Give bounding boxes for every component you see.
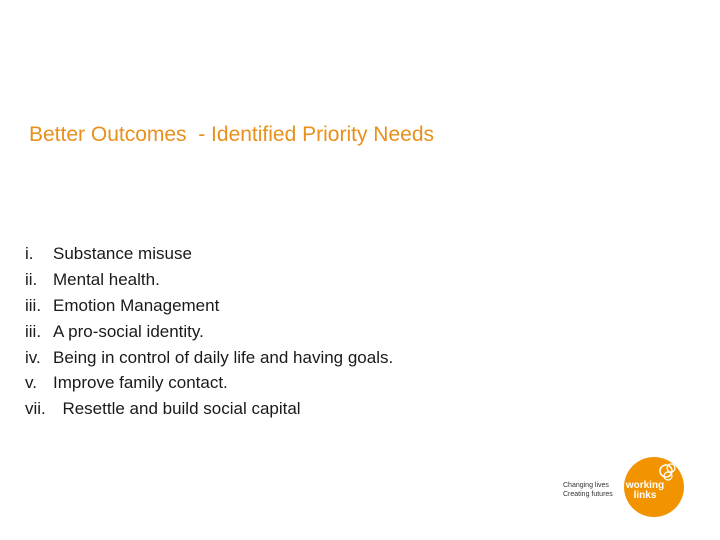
tagline-line-2: Creating futures — [563, 491, 613, 498]
list-marker: iii. — [25, 321, 42, 341]
list-item — [25, 370, 393, 396]
list-item — [25, 345, 393, 371]
list-item-text: Resettle and build social capital — [53, 399, 301, 419]
list-marker: v. — [25, 373, 37, 393]
logo-wordmark-line-2: links — [633, 490, 657, 501]
list-item-text: Being in control of daily life and having goals. — [53, 347, 394, 367]
list-marker: i. — [25, 244, 34, 263]
list-item — [25, 396, 393, 422]
logo-wordmark-line-1: working — [625, 480, 665, 491]
list-item — [25, 267, 393, 293]
slide-title: Better Outcomes - Identified Priority Needs — [29, 123, 434, 146]
tagline-line-1: Changing lives — [563, 482, 609, 489]
swirl-logo-icon — [621, 455, 687, 519]
list-item-text: A pro-social identity. — [53, 321, 204, 341]
list-item-text: Substance misuse — [53, 244, 192, 263]
logo-tagline — [563, 481, 613, 499]
list-marker: vii. — [25, 399, 46, 419]
list-item-text: Improve family contact. — [53, 373, 228, 393]
list-marker: iii. — [25, 295, 42, 315]
list-item — [25, 241, 393, 267]
list-marker: ii. — [25, 269, 38, 289]
priority-needs-list — [25, 241, 393, 422]
working-links-logo — [555, 455, 695, 519]
list-item — [25, 293, 393, 319]
list-item-text: Emotion Management — [53, 295, 220, 315]
list-item — [25, 319, 393, 345]
list-item-text: Mental health. — [53, 269, 160, 289]
list-marker: iv. — [25, 347, 41, 367]
